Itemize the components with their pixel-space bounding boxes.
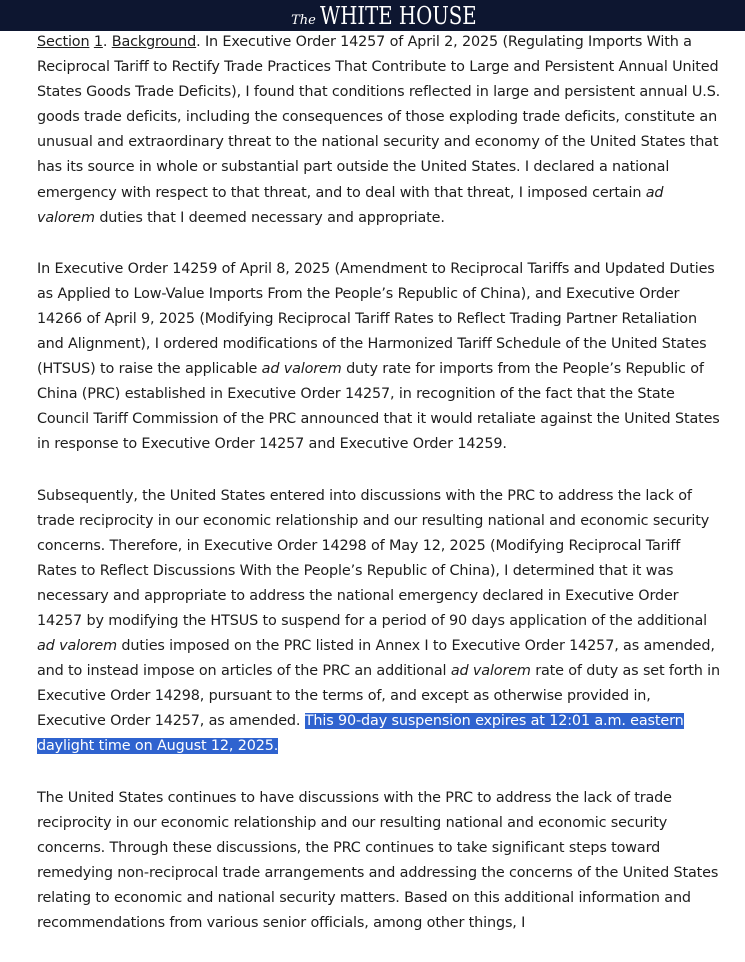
paragraph-3 xyxy=(37,484,723,760)
site-header xyxy=(0,0,745,31)
paragraph-3-text: Subsequently, the United States entered into discussions with the PRC to address the lack of trade reciprocity in our economic relationship and our resulting national and economic security concerns. Therefore, in Executive Order 14298 of May 12, 2025 (Modifying Reciprocal Tariff Rates to Reflect Discussions With the People’s Republic of China), I determined that it was necessary and appropriate to address the national emergency declared in Executive Order 14257 by modifying the HTSUS to suspend for a period of 90 days application of the additional xyxy=(37,487,710,629)
section-label: Section xyxy=(37,34,90,50)
section-number: 1 xyxy=(93,34,103,50)
logo-main: WHITE HOUSE xyxy=(319,1,477,30)
section-heading: Background xyxy=(111,34,197,50)
paragraph-1-italic: ad valorem xyxy=(37,184,664,226)
paragraph-2 xyxy=(37,257,723,458)
logo-the: The xyxy=(291,12,316,28)
paragraph-3-text-end: rate of duty as set forth in Executive Order 14298, pursuant to the terms of, and except as otherwise provided in, Executive Order 14257, as amended. xyxy=(37,663,720,730)
paragraph-2-text: In Executive Order 14259 of April 8, 2025 (Amendment to Reciprocal Tariffs and Updated Duties as Applied to Low-Value Imports From the People’s Republic of China), and Executive Order 14266 of April 9, 2025 (Modifying Reciprocal Tariff Rates to Reflect Trading Partner Retaliation and Alignment), I ordered modifications of the Harmonized Tariff Schedule of the United States (HTSUS) to raise the applicable xyxy=(37,260,715,378)
paragraph-3-text-mid: duties imposed on the PRC listed in Annex I to Executive Order 14257, as amended, and to instead impose on articles of the PRC an additional xyxy=(37,638,715,680)
selected-text-highlight[interactable]: This 90-day suspension expires at 12:01 a.m. eastern daylight time on August 12, 2025. xyxy=(37,713,684,755)
paragraph-section-1 xyxy=(37,30,723,231)
article-body xyxy=(37,30,723,962)
paragraph-1-text: . In Executive Order 14257 of April 2, 2025 (Regulating Imports With a Reciprocal Tariff to Rectify Trade Practices That Contribute to Large and Persistent Annual United States Goods Trade Deficits), I found that conditions reflected in large and persistent annual U.S. goods trade deficits, including the consequences of those exploding trade deficits, constitute an unusual and extraordinary threat to the national security and economy of the United States that has its source in whole or substantial part outside the United States. I declared a national emergency with respect to that threat, and to deal with that threat, I imposed certain xyxy=(37,34,721,201)
paragraph-1-text-end: duties that I deemed necessary and appropriate. xyxy=(94,209,445,226)
white-house-logo[interactable] xyxy=(291,1,477,30)
paragraph-4-text: The United States continues to have discussions with the PRC to address the lack of trade reciprocity in our economic relationship and our resulting national and economic security concerns. Through these discussions, the PRC continues to take significant steps toward remedying non-reciprocal trade arrangements and addressing the concerns of the United States relating to economic and national security matters. Based on this additional information and recommendations from various senior officials, among other things, I xyxy=(37,789,719,931)
paragraph-4 xyxy=(37,786,723,937)
paragraph-2-text-end: duty rate for imports from the People’s Republic of China (PRC) established in Executive Order 14257, in recognition of the fact that the State Council Tariff Commission of the PRC announced that it would retaliate against the United States in response to Executive Order 14257 and Executive Order 14259. xyxy=(37,361,720,453)
paragraph-2-italic: ad valorem xyxy=(261,361,342,378)
section-period: . xyxy=(102,34,112,50)
paragraph-3-italic-1: ad valorem xyxy=(37,638,117,655)
paragraph-3-italic-2: ad valorem xyxy=(450,663,531,680)
